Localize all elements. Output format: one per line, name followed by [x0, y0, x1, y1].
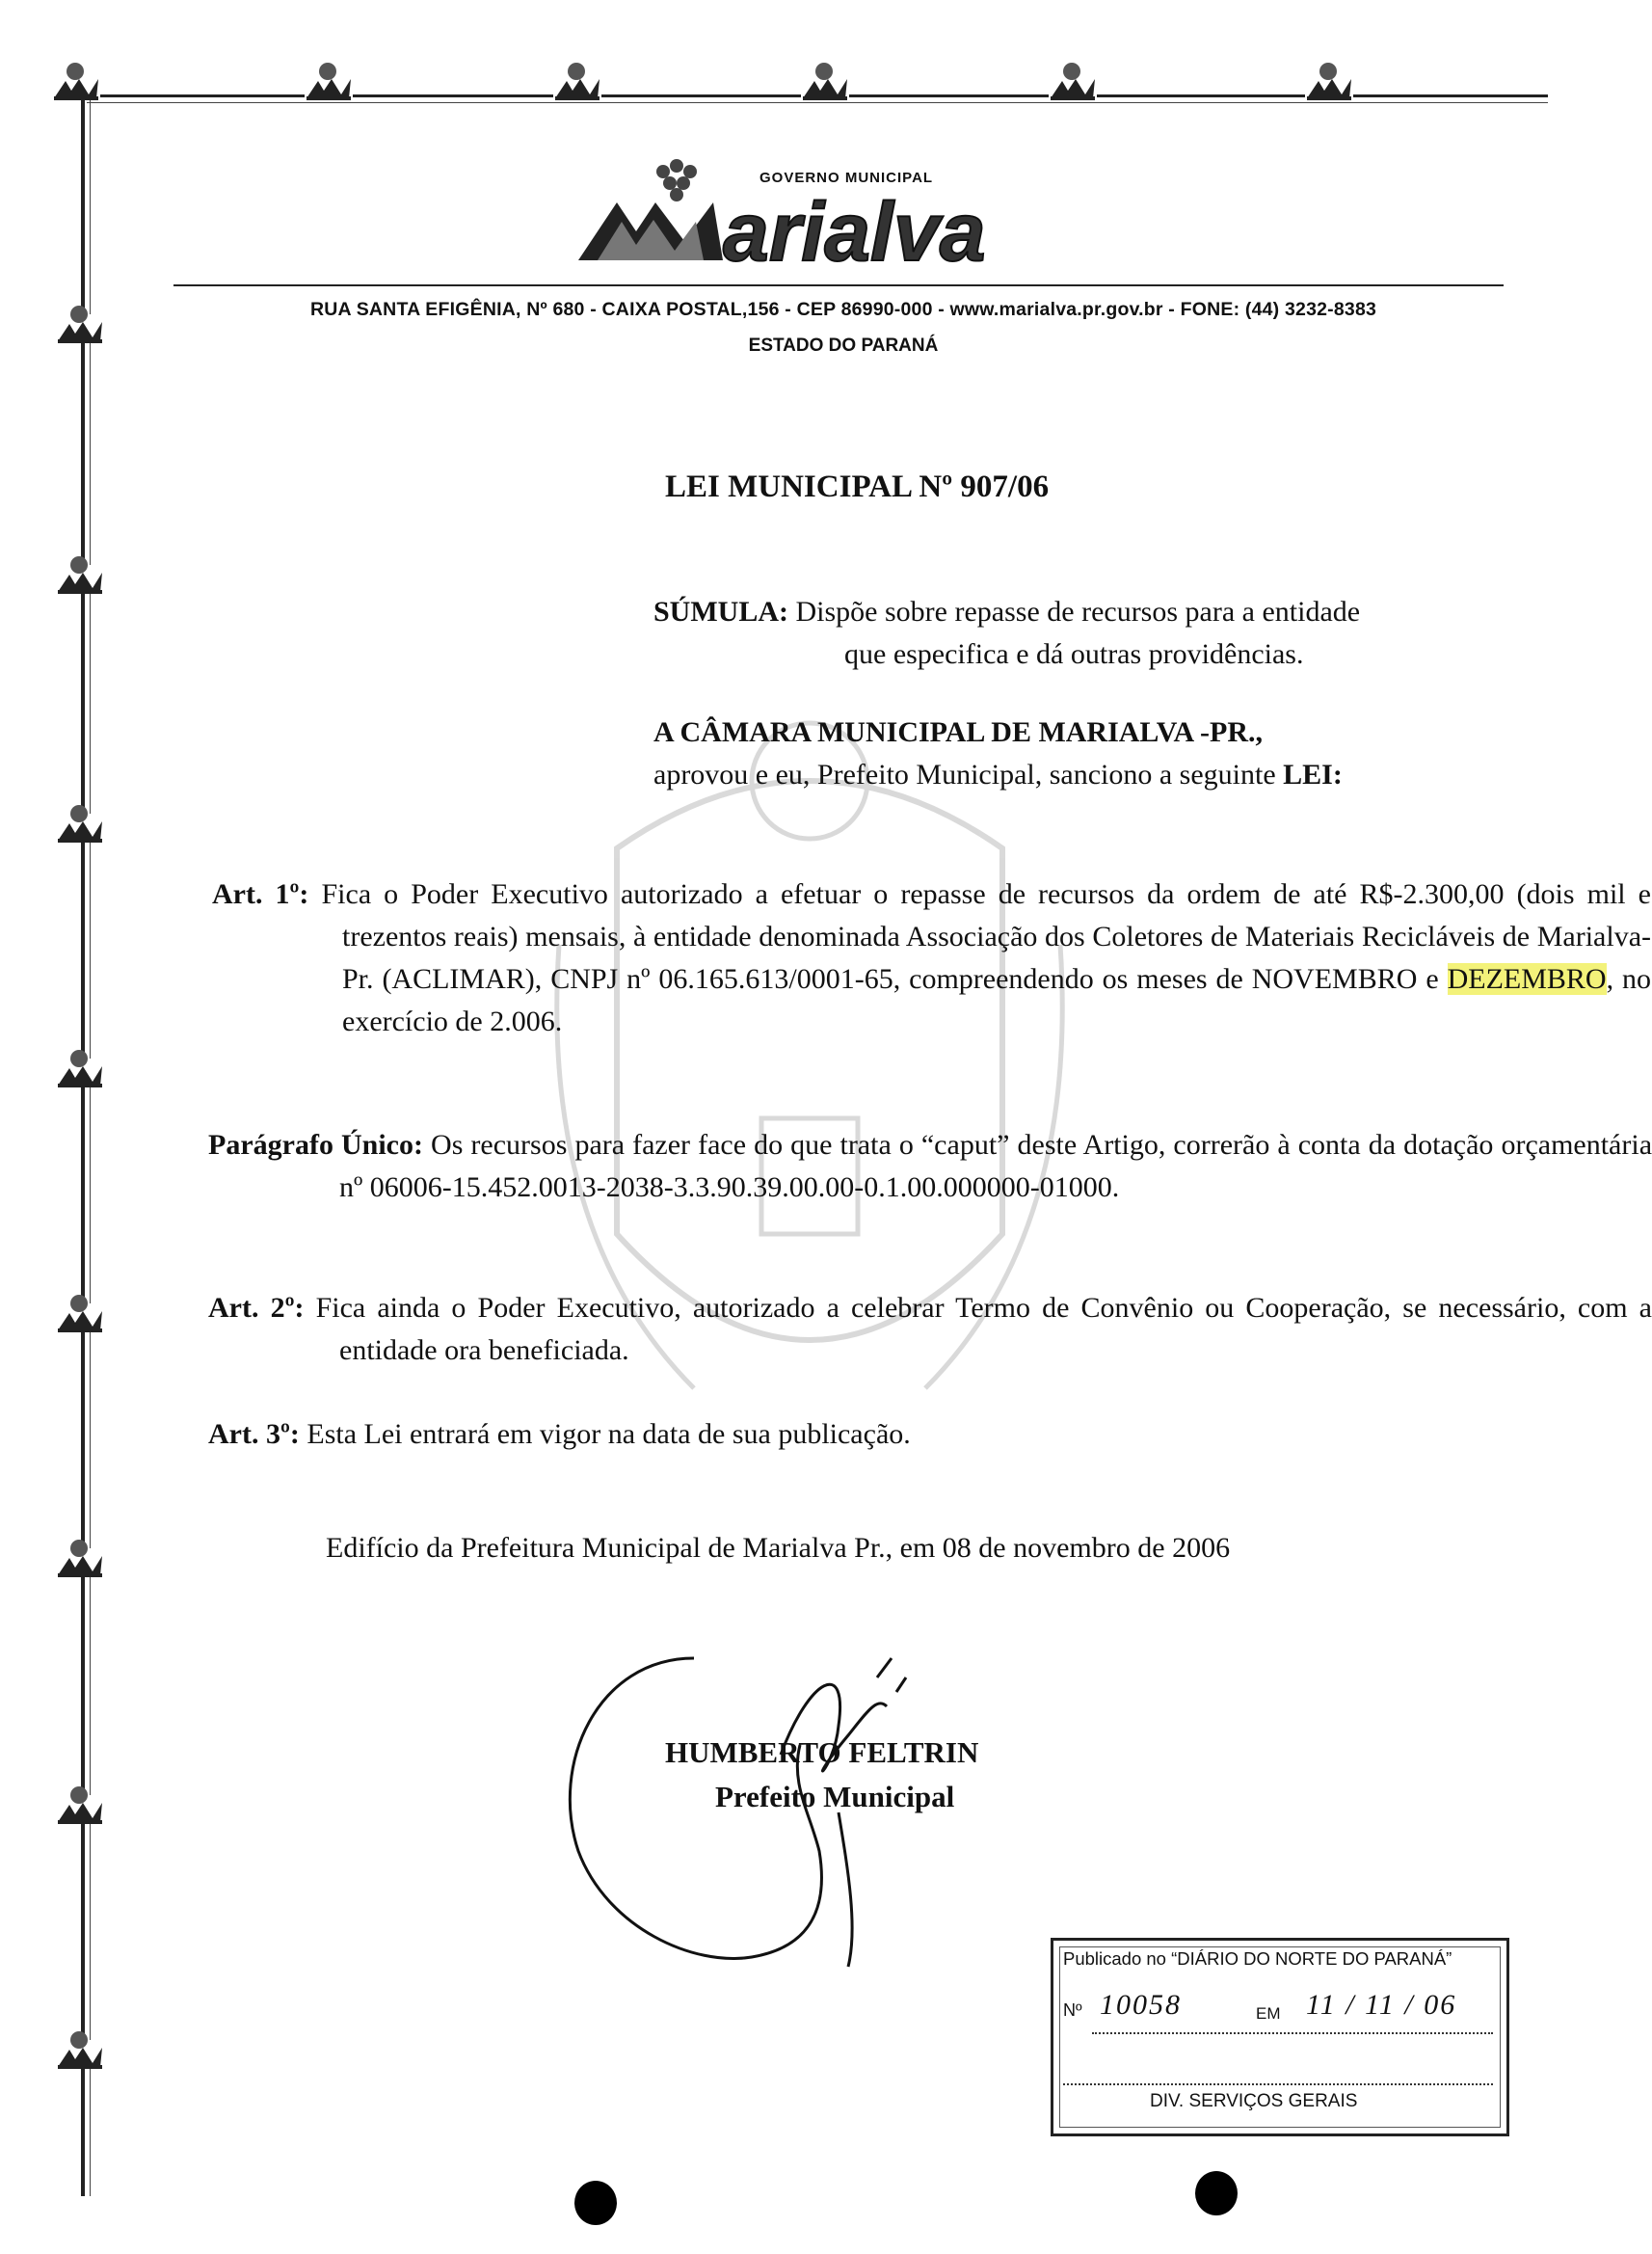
government-label: GOVERNO MUNICIPAL [759, 170, 934, 186]
punch-hole-right [1195, 2171, 1238, 2215]
article-3-text: Esta Lei entrará em vigor na data de sua publicação. [306, 1418, 911, 1450]
camara-preamble [653, 711, 1521, 796]
paragrafo-unico-text: Os recursos para fazer face do que trata o “caput” deste Artigo, correrão à conta da dotação orçamentária nº 06006-15.452.0013-2038-3.3.90.39.00.00-0.1.00.000000-01000. [339, 1129, 1652, 1203]
stamp-number-value: 10058 [1100, 1989, 1182, 2021]
paragrafo-unico [208, 1124, 1652, 1209]
paragrafo-unico-label: Parágrafo Único: [208, 1129, 423, 1161]
article-3 [208, 1413, 1521, 1456]
sumula-label: SÚMULA: [653, 596, 788, 628]
stamp-dotted-line [1092, 2032, 1493, 2034]
header-rule [173, 284, 1504, 286]
header-address: RUA SANTA EFIGÊNIA, Nº 680 - CAIXA POSTAL,156 - CEP 86990-000 - www.marialva.pr.gov.br - FONE: (44) 3232-8383 [309, 299, 1377, 320]
article-2 [208, 1287, 1652, 1372]
lei-word: LEI: [1283, 759, 1343, 791]
article-2-label: Art. 2º: [208, 1292, 305, 1324]
sumula-line-2: que especifica e dá outras providências. [844, 638, 1304, 670]
signer-name: HUMBERTO FELTRIN [665, 1735, 979, 1769]
signer-role: Prefeito Municipal [715, 1780, 955, 1813]
stamp-date-label: EM [1256, 2004, 1281, 2023]
sumula-block [653, 591, 1531, 676]
article-3-label: Art. 3º: [208, 1418, 300, 1450]
stamp-signature-line [1063, 2083, 1493, 2085]
stamp-date-value: 11 / 11 / 06 [1306, 1989, 1457, 2021]
article-1-text-end: , no exercício de 2.006. [342, 963, 1652, 1037]
punch-hole-left [574, 2181, 617, 2225]
stamp-footer: DIV. SERVIÇOS GERAIS [1150, 2091, 1358, 2111]
svg-text:arialva: arialva [723, 186, 986, 279]
article-2-text: Fica ainda o Poder Executivo, autorizado a celebrar Termo de Convênio ou Cooperação, se necessário, com a entidade ora beneficiada. [315, 1292, 1652, 1366]
article-1-text: Fica o Poder Executivo autorizado a efetuar o repasse de recursos da ordem de até R$-2.300,00 (dois mil e trezentos reais) mensais, à entidade denominada Associação dos Coletores de Materiais Recicláveis de Marialva-Pr. (ACLIMAR), CNPJ nº 06.165.613/0001-65, compreendendo os meses de NOVEMBRO e [321, 878, 1651, 995]
place-date: Edifício da Prefeitura Municipal de Marialva Pr., em 08 de novembro de 2006 [326, 1532, 1231, 1564]
stamp-number-label: Nº [1063, 2000, 1082, 2020]
publication-stamp [1051, 1938, 1509, 2136]
header-state: ESTADO DO PARANÁ [748, 335, 939, 356]
camara-text: aprovou e eu, Prefeito Municipal, sanciono a seguinte [653, 759, 1276, 791]
sumula-line-1: Dispõe sobre repasse de recursos para a entidade [795, 596, 1361, 628]
article-1-label: Art. 1º: [212, 878, 309, 910]
law-title: LEI MUNICIPAL Nº 907/06 [665, 470, 1050, 504]
camara-heading: A CÂMARA MUNICIPAL DE MARIALVA -PR., [653, 716, 1263, 748]
article-1-highlight: DEZEMBRO [1447, 963, 1607, 995]
article-1 [212, 873, 1651, 1043]
stamp-header: Publicado no “DIÁRIO DO NORTE DO PARANÁ” [1063, 1948, 1452, 1969]
